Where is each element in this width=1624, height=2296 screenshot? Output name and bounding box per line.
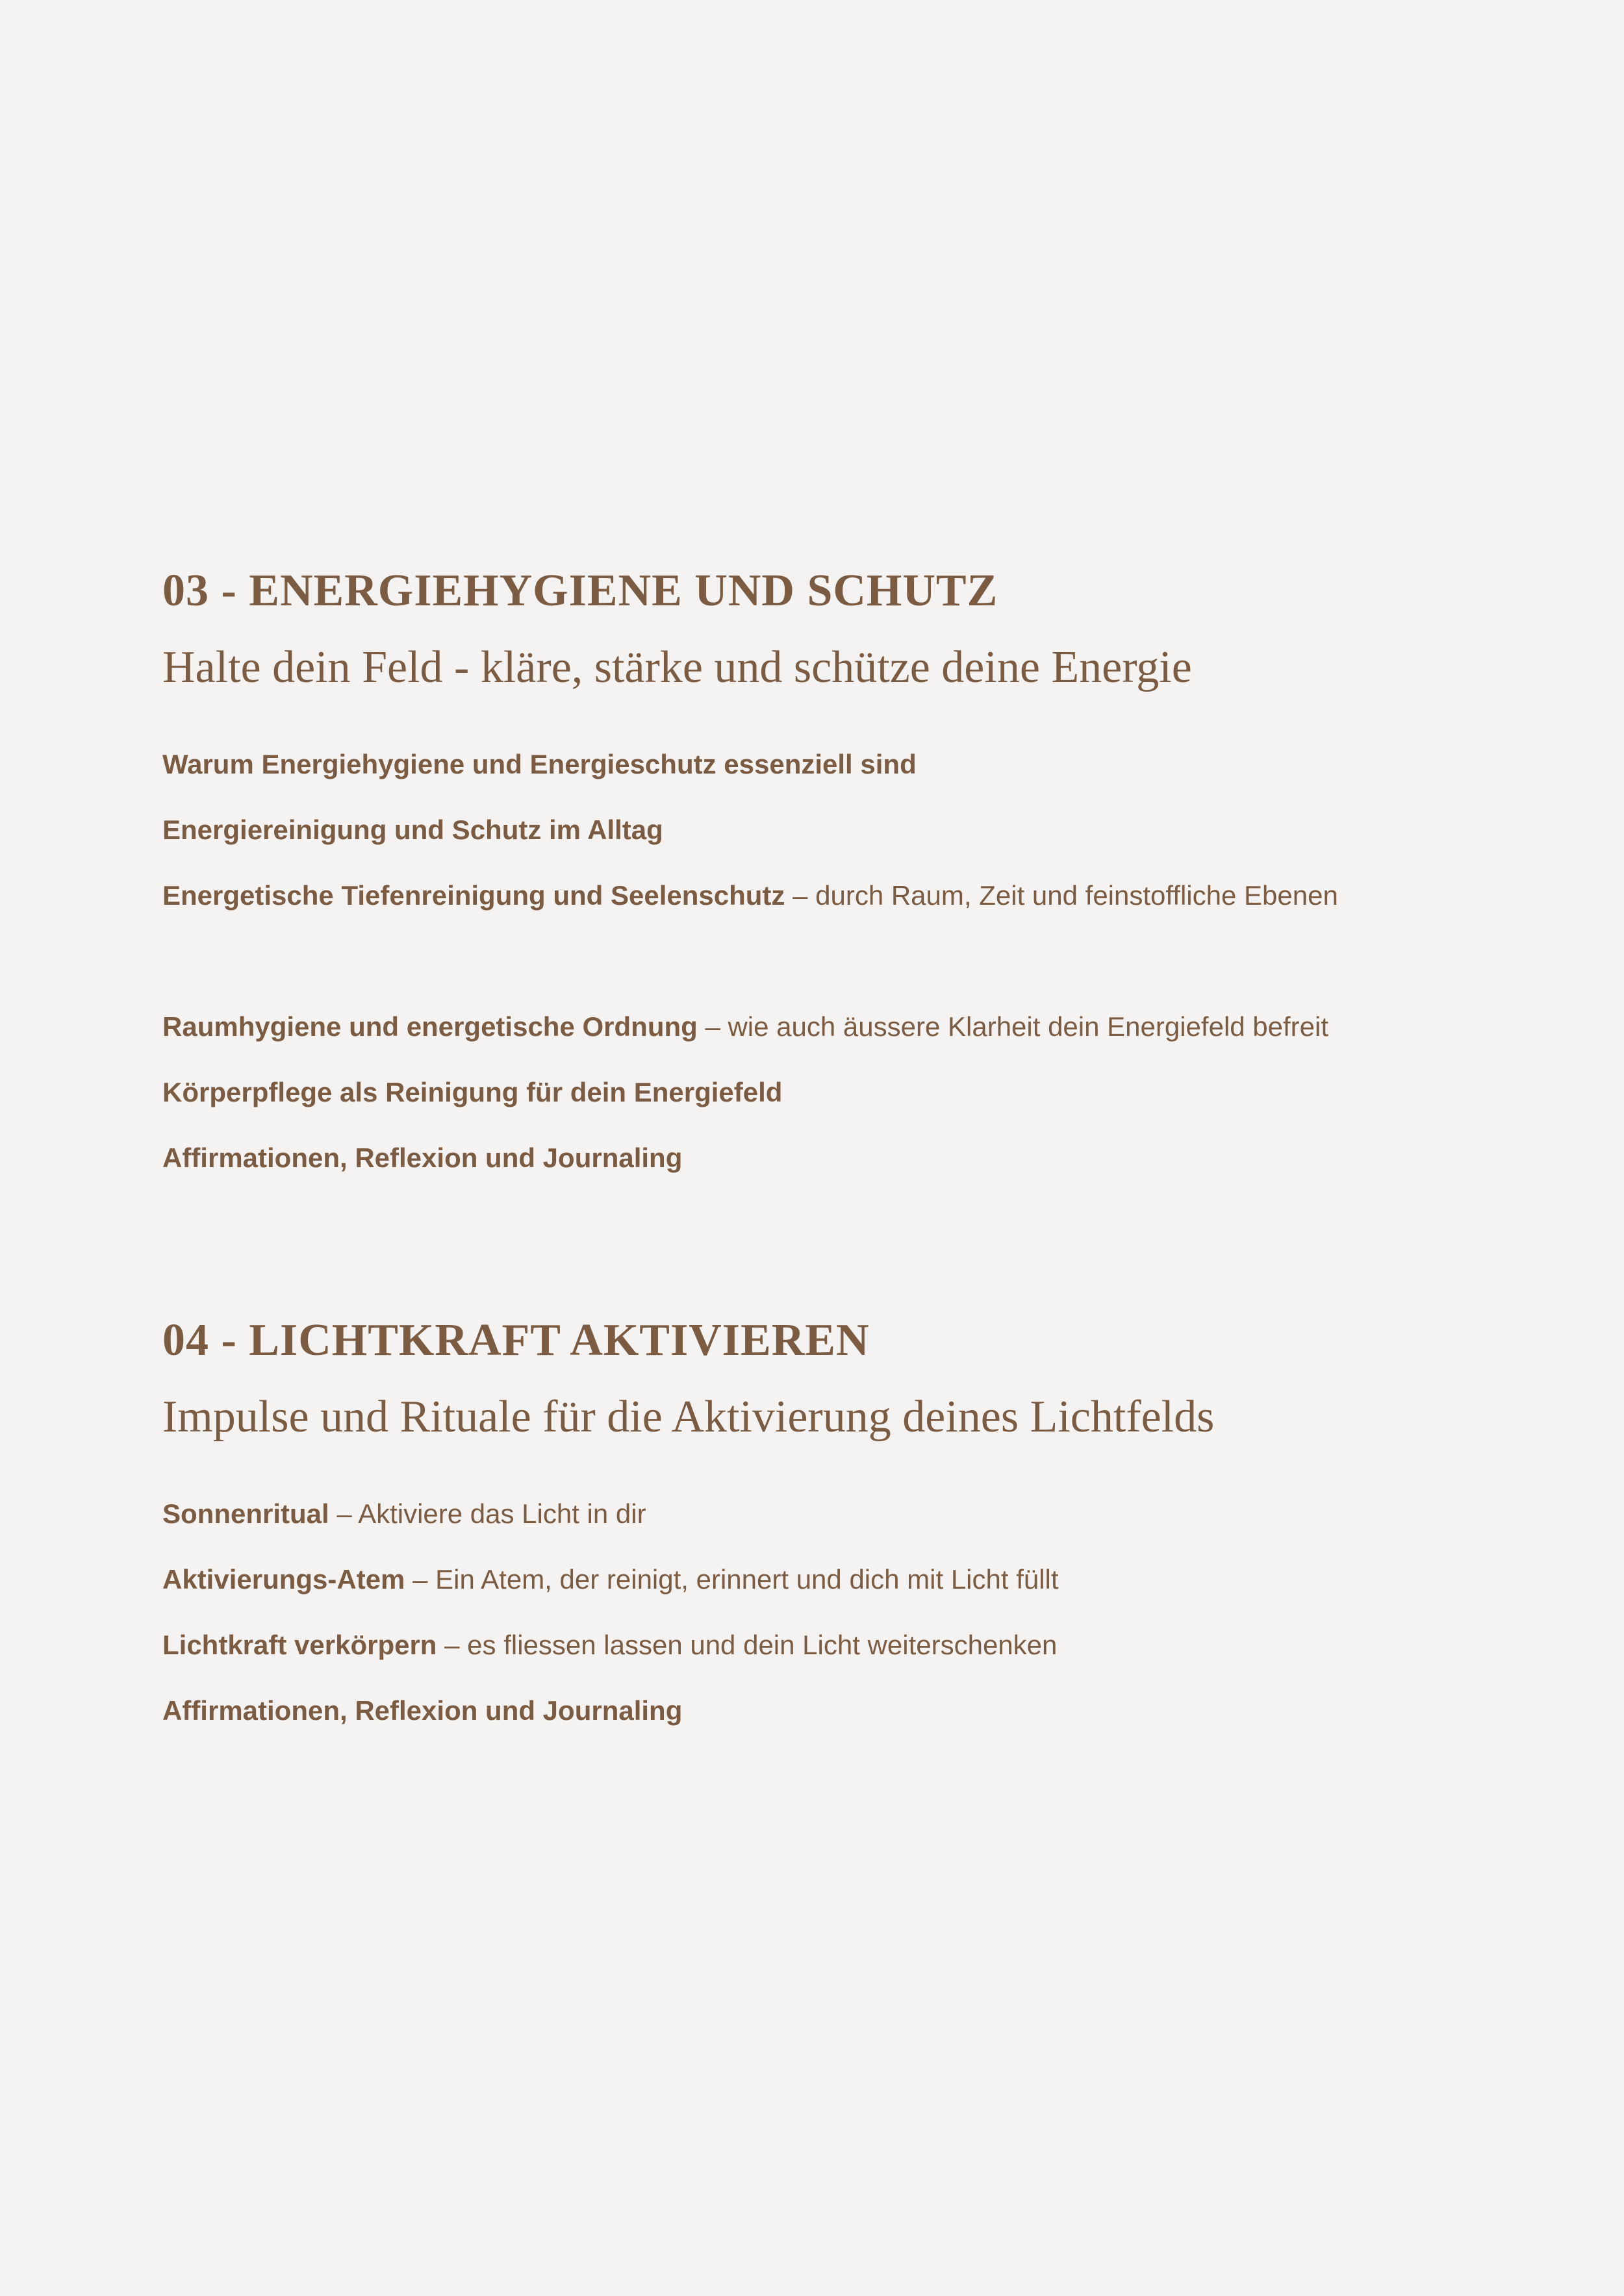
topic-item — [162, 1561, 1494, 1626]
topic-title: Körperpflege als Reinigung für dein Energiefeld — [162, 1077, 783, 1107]
topic-title: Energetische Tiefenreinigung und Seelenschutz — [162, 880, 785, 911]
section-subtitle: Impulse und Rituale für die Aktivierung deines Lichtfelds — [162, 1392, 1215, 1442]
topic-title: Warum Energiehygiene und Energieschutz essenziell sind — [162, 749, 917, 779]
topic-list — [162, 1495, 1494, 1758]
topic-title: Energiereinigung und Schutz im Alltag — [162, 814, 663, 845]
topic-title: Affirmationen, Reflexion und Journaling — [162, 1695, 683, 1726]
topic-item — [162, 1692, 1494, 1758]
topic-item — [162, 811, 1494, 877]
topic-description: – Ein Atem, der reinigt, erinnert und dich mit Licht füllt — [405, 1564, 1059, 1595]
topic-title: Sonnenritual — [162, 1498, 329, 1529]
topic-item — [162, 1008, 1494, 1074]
topic-item — [162, 1074, 1494, 1139]
topic-item — [162, 1139, 1494, 1205]
topic-list — [162, 746, 1494, 1205]
topic-title: Affirmationen, Reflexion und Journaling — [162, 1142, 683, 1173]
topic-description: – durch Raum, Zeit und feinstoffliche Ebenen — [785, 880, 1338, 911]
topic-item — [162, 1495, 1494, 1561]
section-heading: 03 - ENERGIEHYGIENE UND SCHUTZ — [162, 566, 998, 616]
topic-item — [162, 1626, 1494, 1692]
section-lichtkraft — [162, 1313, 1494, 1758]
topic-title: Lichtkraft verkörpern — [162, 1630, 437, 1660]
topic-item — [162, 746, 1494, 811]
topic-description: – es fliessen lassen und dein Licht weiterschenken — [437, 1630, 1058, 1660]
section-subtitle: Halte dein Feld - kläre, stärke und schütze deine Energie — [162, 642, 1192, 692]
topic-title: Raumhygiene und energetische Ordnung — [162, 1011, 698, 1042]
topic-title: Aktivierungs-Atem — [162, 1564, 405, 1595]
topic-description: – Aktiviere das Licht in dir — [329, 1498, 646, 1529]
topic-item — [162, 877, 1494, 942]
topic-description: – wie auch äussere Klarheit dein Energiefeld befreit — [697, 1011, 1329, 1042]
section-heading: 04 - LICHTKRAFT AKTIVIEREN — [162, 1315, 870, 1365]
section-energiehygiene — [162, 564, 1494, 1205]
